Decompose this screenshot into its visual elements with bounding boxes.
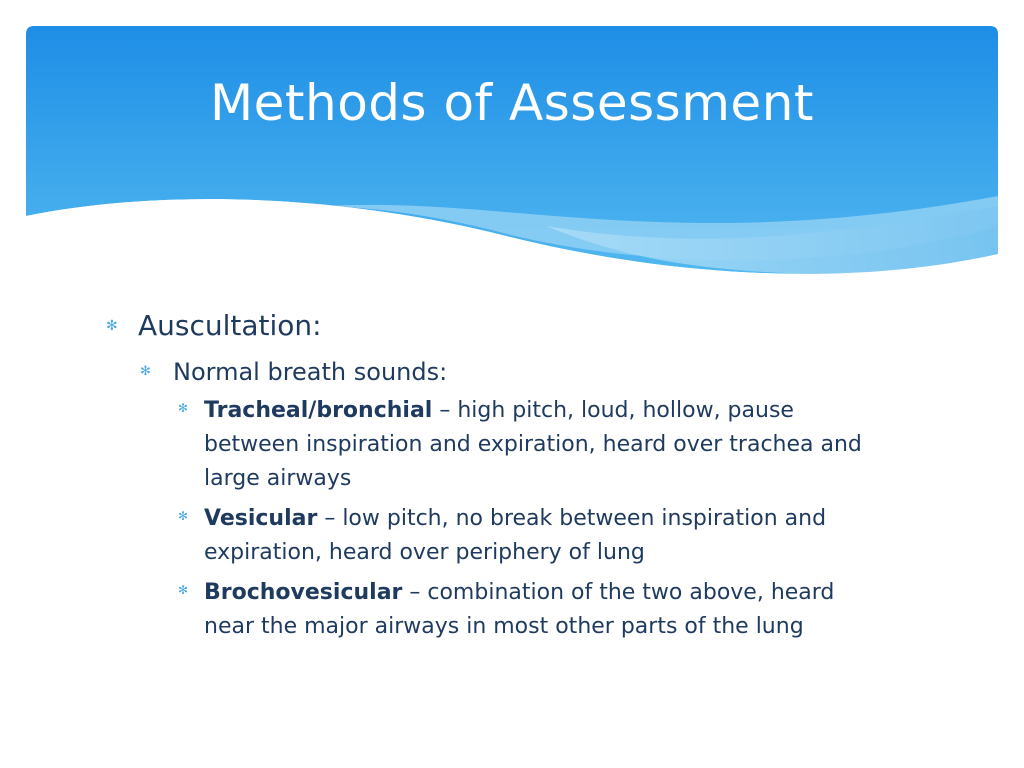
bullet-auscultation bbox=[106, 308, 906, 344]
term-label: Vesicular bbox=[204, 506, 318, 531]
term-label: Tracheal/bronchial bbox=[204, 398, 433, 423]
bullet-vesicular bbox=[178, 502, 906, 570]
bullet-text bbox=[204, 576, 884, 644]
asterisk-bullet-icon: ✻ bbox=[178, 401, 189, 415]
slide-content bbox=[106, 308, 906, 644]
title-banner bbox=[26, 26, 998, 288]
term-description: – combination of the two above, heard near the major airways in most other parts of the lung bbox=[204, 580, 835, 639]
asterisk-bullet-icon: ✻ bbox=[178, 583, 189, 597]
bullet-text bbox=[204, 502, 884, 570]
asterisk-bullet-icon: ✻ bbox=[178, 509, 189, 523]
bullet-brochovesicular bbox=[178, 576, 906, 644]
term-description: – low pitch, no break between inspiration and expiration, heard over periphery of lung bbox=[204, 506, 827, 565]
bullet-text bbox=[204, 394, 884, 496]
bullet-normal-breath-sounds bbox=[140, 356, 906, 388]
slide-title: Methods of Assessment bbox=[210, 74, 814, 132]
asterisk-bullet-icon: ✻ bbox=[106, 318, 118, 334]
asterisk-bullet-icon: ✻ bbox=[140, 364, 151, 379]
term-description: – high pitch, loud, hollow, pause between inspiration and expiration, heard over trachea and large airways bbox=[204, 398, 862, 491]
term-label: Brochovesicular bbox=[204, 580, 403, 605]
bullet-text: Normal breath sounds: bbox=[173, 358, 448, 386]
banner-wave-graphic bbox=[26, 26, 998, 288]
bullet-tracheal-bronchial bbox=[178, 394, 906, 496]
bullet-text: Auscultation: bbox=[138, 309, 322, 342]
